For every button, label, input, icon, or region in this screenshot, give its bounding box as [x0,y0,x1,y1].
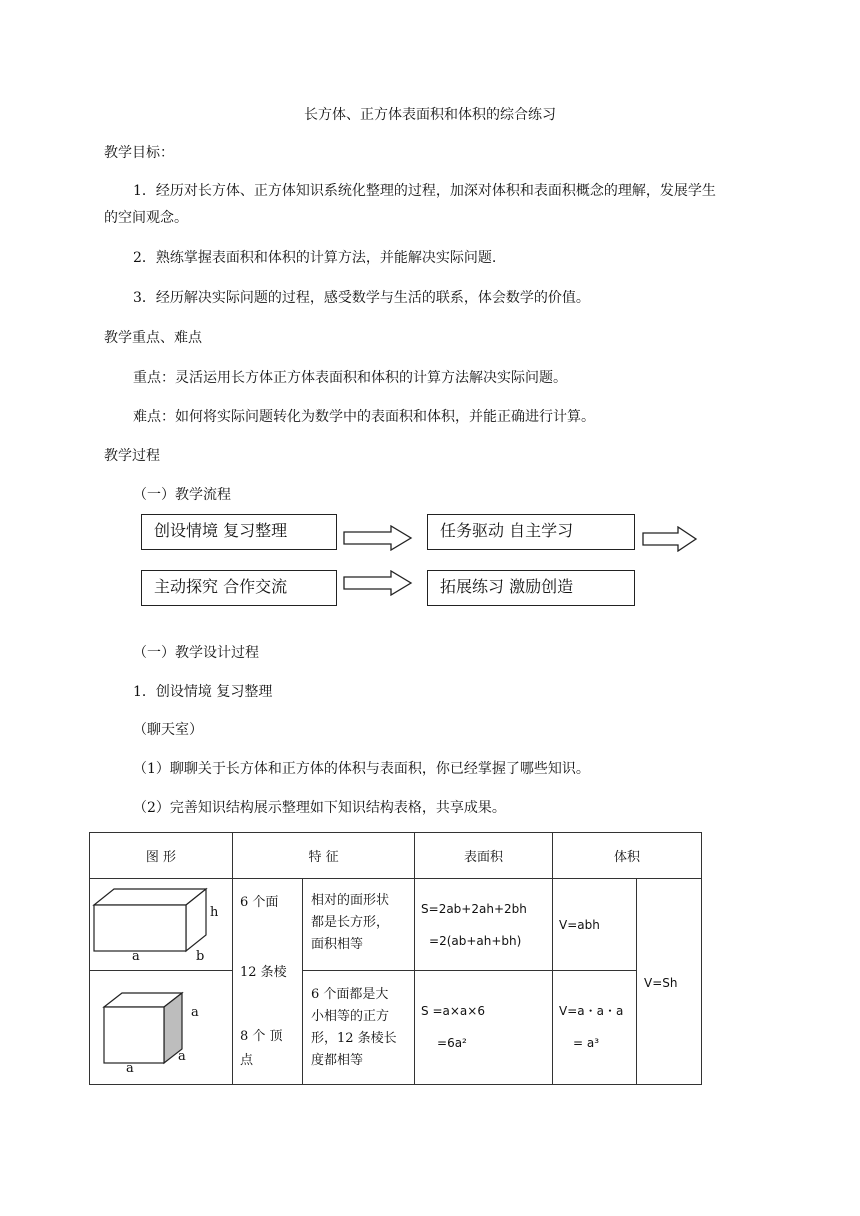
knowledge-table [89,832,702,1085]
flow-box-3: 主动探究 合作交流 [141,570,337,606]
shared-volume-cell [637,879,702,1085]
cube-figure-cell [90,971,233,1085]
cube-volume-cell [553,971,637,1085]
faces-count: 6 个面 [240,895,279,910]
common-features-cell [233,879,303,1085]
cube-surface-formula-2: =6a² [437,1036,467,1050]
flow-arrow-right-icon [343,570,413,596]
cuboid-volume-cell [553,879,637,971]
cube-figure [90,971,233,1085]
goal-3: 3．经历解决实际问题的过程，感受数学与生活的联系，体会数学的价值。 [133,290,590,306]
cube-label-height: a [191,1005,199,1020]
vertices-count-line-1: 8 个 顶 [240,1029,283,1044]
goals-heading: 教学目标： [104,145,174,161]
cuboid-feature-line-3: 面积相等 [311,937,364,952]
cube-feature-line-3: 形，12 条棱长 [311,1031,397,1046]
document-title: 长方体、正方体表面积和体积的综合练习 [304,107,556,123]
design-heading: （一）教学设计过程 [133,645,259,661]
cuboid-figure [90,879,233,971]
cuboid-feature-line-1: 相对的面形状 [311,893,390,908]
goal-1-line-2: 的空间观念。 [104,210,188,226]
difficult-point: 难点：如何将实际问题转化为数学中的表面积和体积，并能正确进行计算。 [133,409,595,425]
header-shape: 图 形 [90,833,233,879]
header-feature: 特 征 [233,833,415,879]
header-volume: 体积 [553,833,702,879]
cuboid-surface-formula-2: =2(ab+ah+bh) [429,934,522,948]
flow-heading: （一）教学流程 [133,487,231,503]
shared-volume-formula: V=Sh [644,976,678,990]
key-heading: 教学重点、难点 [104,330,202,346]
vertices-count-line-2: 点 [240,1053,254,1068]
header-surface-area: 表面积 [415,833,553,879]
cuboid-volume-formula: V=abh [559,918,600,932]
cuboid-feature-cell [303,879,415,971]
cube-feature-line-1: 6 个面都是大 [311,987,389,1002]
flow-box-4: 拓展练习 激励创造 [427,570,635,606]
cube-volume-formula-1: V=a・a・a [559,1004,624,1018]
key-point: 重点：灵活运用长方体正方体表面积和体积的计算方法解决实际问题。 [133,370,567,386]
flow-arrow-right-icon [343,525,413,551]
goal-1-line-1: 1．经历对长方体、正方体知识系统化整理的过程，加深对体积和表面积概念的理解，发展学生 [133,183,716,199]
cube-surface-cell [415,971,553,1085]
cuboid-surface-formula-1: S=2ab+2ah+2bh [421,902,527,916]
flow-box-1: 创设情境 复习整理 [141,514,337,550]
cuboid-label-b: b [196,949,205,964]
cube-feature-line-4: 度都相等 [311,1053,364,1068]
cube-feature-cell [303,971,415,1085]
flow-arrow-right-icon [642,526,698,552]
process-heading: 教学过程 [104,448,160,464]
step-1-heading: 1．创设情境 复习整理 [133,684,273,700]
cuboid-feature-line-2: 都是长方形， [311,915,390,930]
cuboid-label-a: a [132,949,140,964]
chatroom-label: （聊天室） [133,722,203,738]
cube-feature-line-2: 小相等的正方 [311,1009,390,1024]
cuboid-surface-cell [415,879,553,971]
cube-label-depth: a [178,1049,186,1064]
cuboid-figure-cell [90,879,233,971]
cuboid-label-h: h [210,905,219,920]
cube-label-width: a [126,1061,134,1076]
edges-count: 12 条棱 [240,965,287,980]
goal-2: 2．熟练掌握表面积和体积的计算方法，并能解决实际问题. [133,250,497,266]
question-1: （1）聊聊关于长方体和正方体的体积与表面积，你已经掌握了哪些知识。 [133,761,590,777]
flow-box-2: 任务驱动 自主学习 [427,514,635,550]
cube-volume-formula-2: = a³ [573,1036,600,1050]
cube-surface-formula-1: S =a×a×6 [421,1004,485,1018]
question-2: （2）完善知识结构展示整理如下知识结构表格，共享成果。 [133,800,506,816]
